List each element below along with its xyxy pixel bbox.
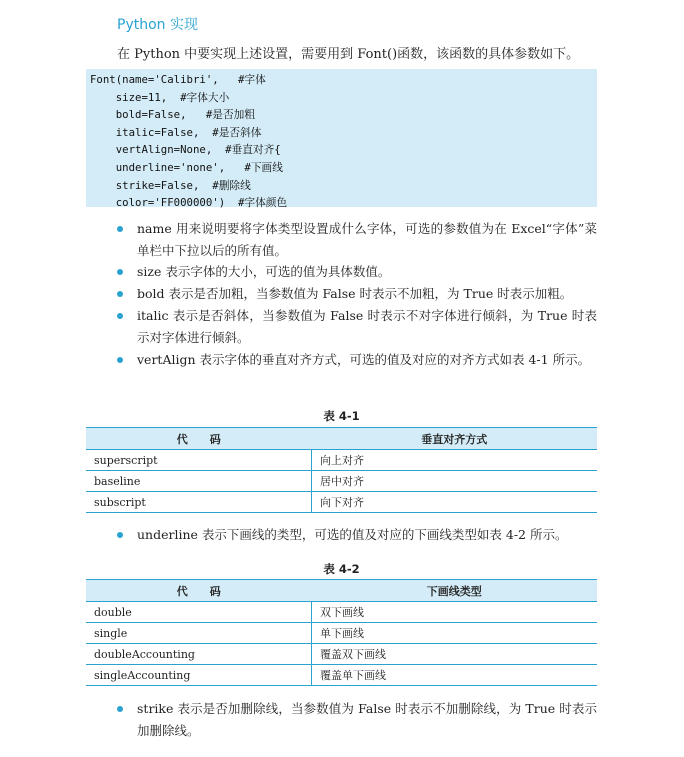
table-cell: 单下画线 xyxy=(312,623,598,644)
bullet-text: italic 表示是否斜体，当参数值为 False 时表示不对字体进行倾斜，为 True 时表示对字体进行倾斜。 xyxy=(137,308,597,345)
table-header-cell: 代 码 xyxy=(86,428,312,450)
table-cell: superscript xyxy=(86,450,312,471)
code-line: Font(name='Calibri', #字体 xyxy=(90,73,266,86)
table-cell: 居中对齐 xyxy=(312,471,598,492)
bullet-dot-icon xyxy=(117,357,123,363)
section-heading: Python 实现 xyxy=(117,17,198,33)
bullet-text: bold 表示是否加粗，当参数值为 False 时表示不加粗，为 True 时表示加粗。 xyxy=(137,286,573,301)
table-header-cell: 垂直对齐方式 xyxy=(312,428,598,450)
table-cell: doubleAccounting xyxy=(86,644,312,665)
table-cell: 向下对齐 xyxy=(312,492,598,513)
table-header-cell: 代 码 xyxy=(86,580,312,602)
table-row xyxy=(86,450,597,471)
table2-caption: 表 4-2 xyxy=(323,562,360,576)
intro-paragraph: 在 Python 中要实现上述设置，需要用到 Font()函数，该函数的具体参数如下。 xyxy=(117,47,580,62)
bullet-text: strike 表示是否加删除线，当参数值为 False 时表示不加删除线，为 True 时表示加删除线。 xyxy=(137,701,597,738)
bullet-dot-icon xyxy=(117,313,123,319)
bullet-dot-icon xyxy=(117,532,123,538)
table-4-1 xyxy=(86,427,597,513)
code-line: size=11, #字体大小 xyxy=(90,90,230,104)
bullet-dot-icon xyxy=(117,291,123,297)
code-line: color='FF000000') #字体颜色 xyxy=(90,196,288,210)
code-line: strike=False, #删除线 xyxy=(90,178,251,192)
table-cell: double xyxy=(86,602,312,623)
bullet-strike xyxy=(117,698,597,742)
table-cell: subscript xyxy=(86,492,312,513)
code-line: underline='none', #下画线 xyxy=(90,160,283,174)
bullet-dot-icon xyxy=(117,226,123,232)
table-4-2 xyxy=(86,579,597,686)
code-block xyxy=(86,69,597,210)
table-cell: single xyxy=(86,623,312,644)
table-row xyxy=(86,602,597,623)
table-row xyxy=(86,623,597,644)
table-cell: baseline xyxy=(86,471,312,492)
bullet-text: size 表示字体的大小，可选的值为具体数值。 xyxy=(137,264,391,279)
code-line: vertAlign=None, #垂直对齐{ xyxy=(90,143,281,157)
table-header-row xyxy=(86,428,597,450)
code-line: italic=False, #是否斜体 xyxy=(90,125,262,139)
bullet-size xyxy=(117,261,597,283)
bullet-dot-icon xyxy=(117,269,123,275)
table-header-cell: 下画线类型 xyxy=(312,580,598,602)
bullet-name xyxy=(117,218,597,262)
bullet-dot-icon xyxy=(117,706,123,712)
code-line: bold=False, #是否加粗 xyxy=(90,108,256,122)
table-cell: 覆盖单下画线 xyxy=(312,665,598,686)
bullet-underline xyxy=(117,524,597,546)
table-row xyxy=(86,644,597,665)
bullet-text: underline 表示下画线的类型，可选的值及对应的下画线类型如表 4-2 所示。 xyxy=(137,527,568,542)
bullet-text: vertAlign 表示字体的垂直对齐方式，可选的值及对应的对齐方式如表 4-1 所示。 xyxy=(137,352,591,367)
table-cell: singleAccounting xyxy=(86,665,312,686)
table-cell: 双下画线 xyxy=(312,602,598,623)
bullet-text: name 用来说明要将字体类型设置成什么字体，可选的参数值为在 Excel“字体”菜单栏中下拉以后的所有值。 xyxy=(137,221,597,258)
bullet-bold xyxy=(117,283,597,305)
table-header-row xyxy=(86,580,597,602)
table-cell: 向上对齐 xyxy=(312,450,598,471)
table1-caption: 表 4-1 xyxy=(323,409,360,423)
table-row xyxy=(86,665,597,686)
table-row xyxy=(86,471,597,492)
table-row xyxy=(86,492,597,513)
table-cell: 覆盖双下画线 xyxy=(312,644,598,665)
bullet-italic xyxy=(117,305,597,349)
bullet-vertalign xyxy=(117,349,597,371)
